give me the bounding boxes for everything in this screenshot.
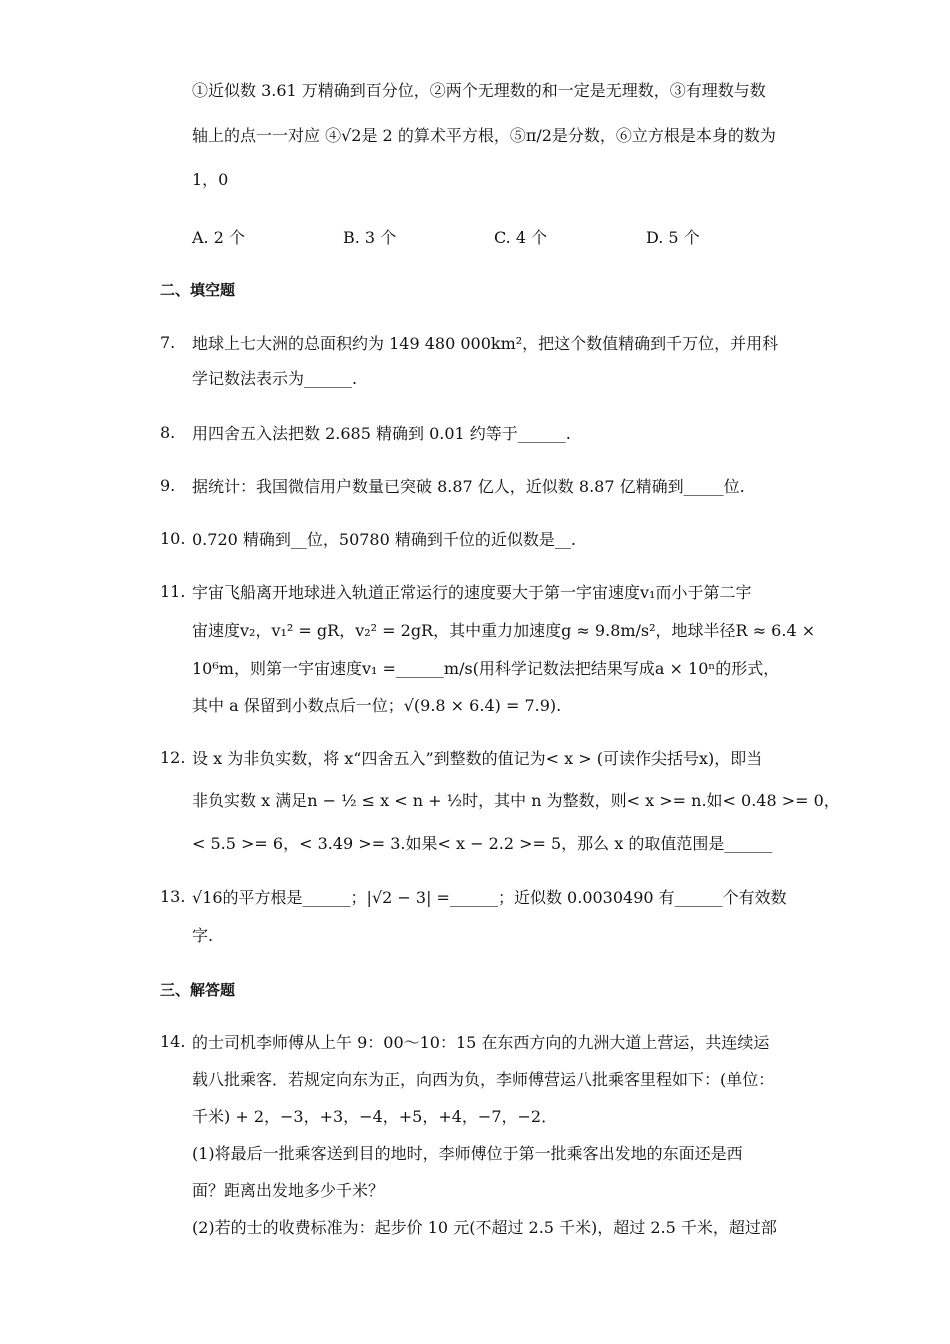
question-number: 7. [160, 333, 176, 352]
question-11-line: 宇宙飞船离开地球进入轨道正常运行的速度要大于第一宇宙速度v₁而小于第二宇 [192, 583, 752, 602]
question-12-line: 非负实数 x 满足n − ½ ≤ x < n + ½时，其中 n 为整数，则< x >= n.如< 0.48 >= 0， [192, 791, 840, 810]
question-12-line: 设 x 为非负实数，将 x“四舍五入”到整数的值记为< x > (可读作尖括号x)，即当 [192, 749, 763, 768]
q6-option-d: D. 5 个 [646, 228, 700, 247]
q6-option-b: B. 3 个 [343, 228, 397, 247]
question-14-line: 的士司机李师傅从上午 9：00～10：15 在东西方向的九洲大道上营运，共连续运 [192, 1033, 770, 1052]
q6-line-3: 1，0 [192, 170, 229, 189]
q6-option-a: A. 2 个 [192, 228, 245, 247]
question-11-line: 宙速度v₂，v₁² = gR，v₂² = 2gR，其中重力加速度g ≈ 9.8m/s²，地球半径R ≈ 6.4 × [192, 621, 816, 640]
question-number: 10. [160, 529, 186, 548]
question-14-line: 载八批乘客．若规定向东为正，向西为负，李师傅营运八批乘客里程如下：(单位： [192, 1070, 775, 1089]
question-14-line: (2)若的士的收费标准为：起步价 10 元(不超过 2.5 千米)，超过 2.5 千米，超过部 [192, 1218, 777, 1237]
question-7-line: 地球上七大洲的总面积约为 149 480 000km²，把这个数值精确到千万位，并用科 [192, 334, 779, 353]
question-number: 14. [160, 1032, 186, 1051]
section-heading-fill: 二、填空题 [160, 281, 236, 299]
q6-line-2: 轴上的点一一对应 ④√2是 2 的算术平方根，⑤π/2是分数，⑥立方根是本身的数为 [192, 126, 776, 145]
question-12-line: < 5.5 >= 6，< 3.49 >= 3.如果< x − 2.2 >= 5，那么 x 的取值范围是______ [192, 834, 773, 853]
question-number: 11. [160, 582, 186, 601]
question-11-line: 10⁶m，则第一宇宙速度v₁ =______m/s(用科学记数法把结果写成a × 10ⁿ的形式， [192, 659, 780, 678]
question-number: 8. [160, 423, 176, 442]
question-10-line: 0.720 精确到__位，50780 精确到千位的近似数是__. [192, 530, 576, 549]
question-13-line: √16的平方根是______；|√2 − 3| =______；近似数 0.0030490 有______个有效数 [192, 888, 787, 907]
question-11-line: 其中 a 保留到小数点后一位；√(9.8 × 6.4) = 7.9). [192, 696, 562, 715]
question-number: 12. [160, 748, 186, 767]
question-9-line: 据统计：我国微信用户数量已突破 8.87 亿人，近似数 8.87 亿精确到_____位. [192, 477, 745, 496]
question-number: 13. [160, 887, 186, 906]
question-14-line: 千米) + 2，−3，+3，−4，+5，+4，−7，−2． [192, 1107, 558, 1126]
q6-option-c: C. 4 个 [494, 228, 548, 247]
section-heading-solve: 三、解答题 [160, 981, 236, 999]
question-14-line: (1)将最后一批乘客送到目的地时，李师傅位于第一批乘客出发地的东面还是西 [192, 1144, 743, 1163]
question-14-line: 面？距离出发地多少千米？ [192, 1181, 385, 1200]
question-7-line: 学记数法表示为______. [192, 369, 358, 388]
question-13-line: 字. [192, 926, 214, 945]
q6-line-1: ①近似数 3.61 万精确到百分位，②两个无理数的和一定是无理数，③有理数与数 [192, 81, 766, 100]
question-8-line: 用四舍五入法把数 2.685 精确到 0.01 约等于______. [192, 424, 571, 443]
question-number: 9. [160, 476, 176, 495]
